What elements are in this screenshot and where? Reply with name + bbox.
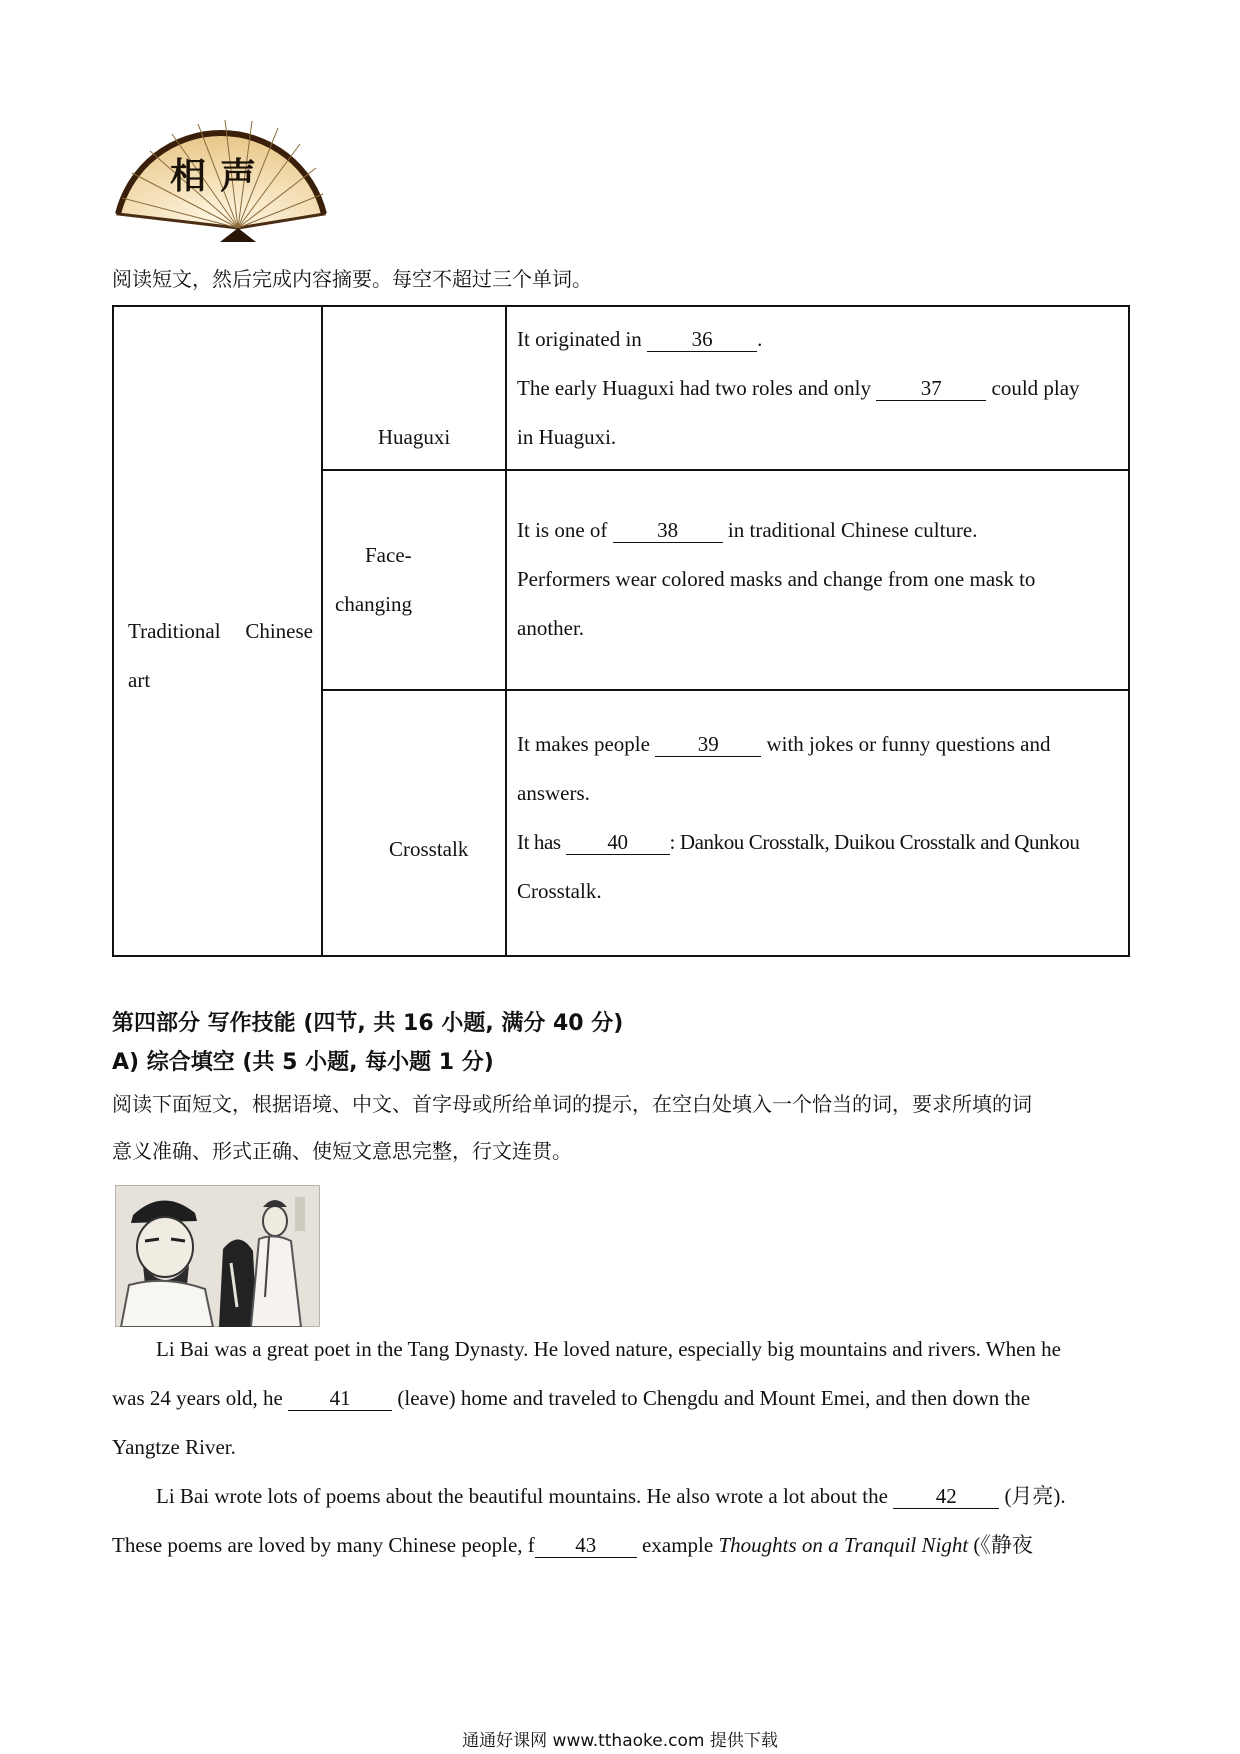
huaguxi-line-3: in Huaguxi.: [517, 425, 617, 449]
label-face-changing-2: changing: [335, 592, 412, 616]
label-cell-crosstalk: [322, 690, 506, 956]
section-a-instruction-1: 阅读下面短文，根据语境、中文、首字母或所给单词的提示，在空白处填入一个恰当的词，要求所填的词: [112, 1092, 1032, 1116]
face-changing-line-2: Performers wear colored masks and change from one mask to: [517, 567, 1036, 591]
face-changing-line-1: It is one of 38 in traditional Chinese culture.: [517, 518, 978, 542]
category-word-2: Chinese: [245, 619, 313, 643]
crosstalk-line-3: It has 40 : Dankou Crosstalk, Duikou Crosstalk and Qunkou: [517, 830, 1080, 854]
blank-40[interactable]: 40: [566, 830, 670, 855]
crosstalk-line-2: answers.: [517, 781, 590, 805]
huaguxi-line-2: The early Huaguxi had two roles and only 37 could play: [517, 376, 1080, 400]
footer: 通通好课网 www.tthaoke.com 提供下载: [462, 1731, 778, 1751]
blank-39[interactable]: 39: [655, 732, 761, 757]
label-crosstalk: Crosstalk: [389, 837, 469, 861]
category-word-3: art: [128, 668, 151, 692]
label-face-changing-1: Face-: [365, 543, 412, 567]
part-four-title: 第四部分 写作技能 (四节, 共 16 小题, 满分 40 分): [112, 1011, 624, 1036]
huaguxi-line-1: It originated in 36 .: [517, 327, 763, 351]
fan-text: 相声: [170, 156, 271, 197]
passage: [112, 1325, 1132, 1570]
face-changing-line-3: another.: [517, 616, 585, 640]
passage-p2-line-2: These poems are loved by many Chinese people, f 43 example Thoughts on a Tranquil Night (《静夜: [112, 1533, 1033, 1557]
category-cell: [113, 306, 322, 956]
poem-title: Thoughts on a Tranquil Night: [718, 1533, 969, 1557]
label-cell-huaguxi: [322, 306, 506, 470]
blank-42[interactable]: 42: [893, 1484, 999, 1509]
passage-p2-line-1: Li Bai wrote lots of poems about the beautiful mountains. He also wrote a lot about the 42 (月亮).: [156, 1484, 1066, 1508]
category-word-1: Traditional: [128, 619, 221, 643]
content-cell-huaguxi: [506, 306, 1129, 470]
reading-instruction: 阅读短文，然后完成内容摘要。每空不超过三个单词。: [112, 267, 592, 291]
blank-41[interactable]: 41: [288, 1386, 392, 1411]
summary-table: [112, 305, 1130, 957]
section-a-title: A) 综合填空 (共 5 小题, 每小题 1 分): [112, 1050, 494, 1075]
label-cell-face-changing: [322, 470, 506, 690]
blank-38[interactable]: 38: [613, 518, 723, 543]
content-cell-face-changing: [506, 470, 1129, 690]
passage-p1-line-3: Yangtze River.: [112, 1435, 236, 1459]
blank-36[interactable]: 36: [647, 327, 757, 352]
crosstalk-line-1: It makes people 39 with jokes or funny questions and: [517, 732, 1051, 756]
passage-p1-line-2: was 24 years old, he 41 (leave) home and traveled to Chengdu and Mount Emei, and then down the: [112, 1386, 1031, 1410]
blank-43[interactable]: 43: [535, 1533, 637, 1558]
li-bai-portrait: [115, 1185, 320, 1327]
section-a-instruction-2: 意义准确、形式正确、使短文意思完整，行文连贯。: [112, 1139, 572, 1163]
crosstalk-line-4: Crosstalk.: [517, 879, 602, 903]
fan-image: [110, 118, 332, 243]
label-huaguxi: Huaguxi: [377, 425, 451, 449]
passage-p1-line-1: Li Bai was a great poet in the Tang Dynasty. He loved nature, especially big mountains and rivers. When he: [156, 1337, 1061, 1361]
content-cell-crosstalk: [506, 690, 1129, 956]
blank-37[interactable]: 37: [876, 376, 986, 401]
